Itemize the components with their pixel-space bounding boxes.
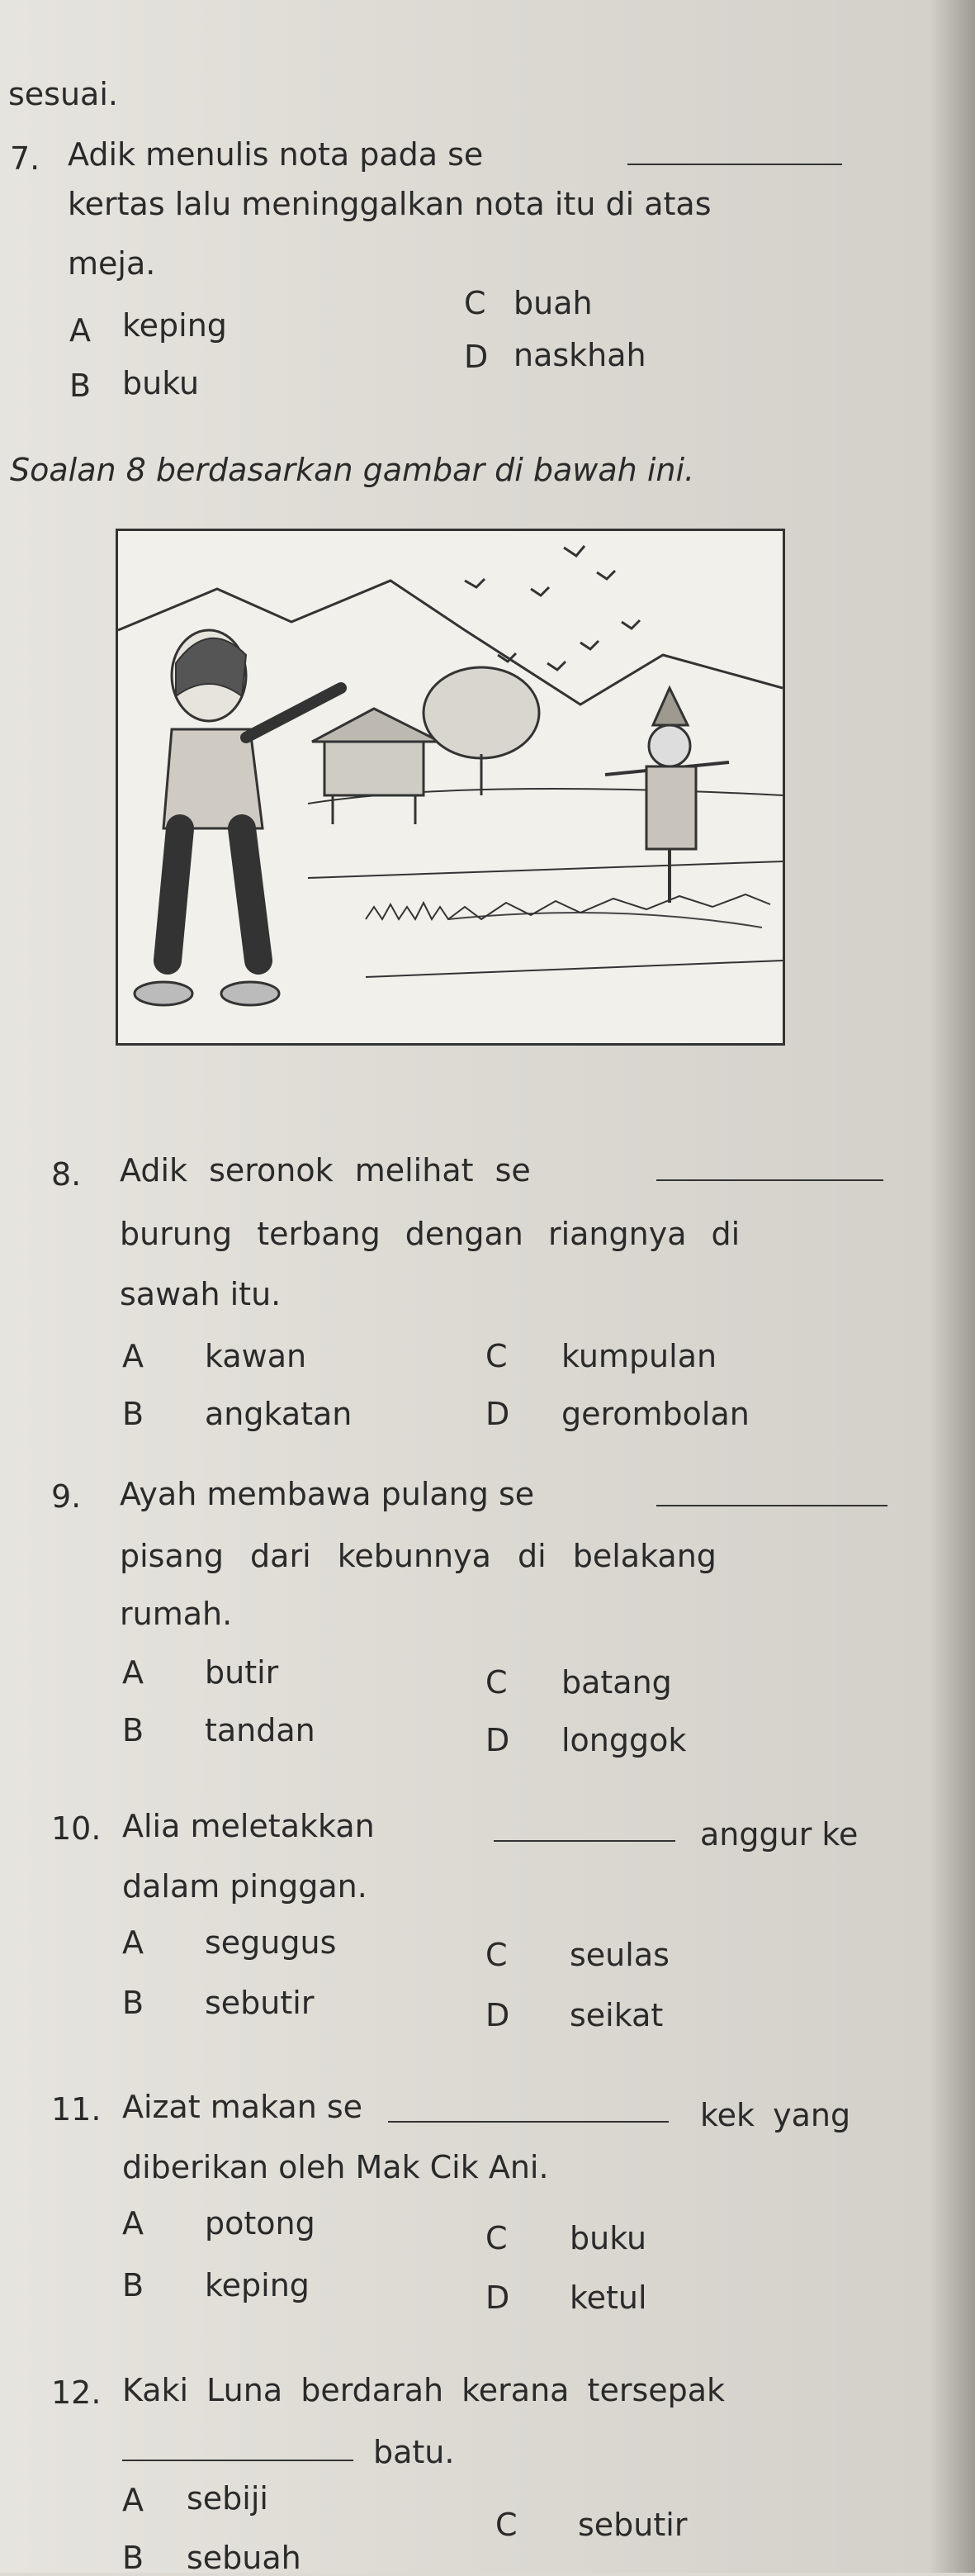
option-letter: B — [122, 1985, 144, 2021]
option-text: keping — [205, 2267, 310, 2303]
question-number: 10. — [51, 1810, 102, 1847]
question-text: Adik seronok melihat se — [120, 1152, 531, 1188]
question-text: kek yang — [700, 2097, 851, 2133]
option-letter: A — [122, 1338, 144, 1374]
option-letter: A — [69, 312, 91, 349]
option-letter: B — [122, 1396, 144, 1432]
option-letter: B — [69, 368, 92, 404]
option-letter: A — [122, 2205, 144, 2242]
question-text: burung terbang dengan riangnya di — [120, 1216, 741, 1252]
option-text: ketul — [570, 2279, 647, 2316]
option-letter: D — [485, 1722, 510, 1758]
question-text: Kaki Luna berdarah kerana tersepak — [122, 2372, 726, 2408]
option-text: seulas — [570, 1937, 670, 1973]
figure-instruction: Soalan 8 berdasarkan gambar di bawah ini. — [10, 452, 695, 488]
question-illustration — [116, 529, 785, 1046]
option-text: angkatan — [205, 1396, 353, 1432]
option-text: buku — [570, 2220, 647, 2256]
question-text: Adik menulis nota pada se — [68, 136, 484, 173]
option-letter: B — [122, 2267, 144, 2303]
option-text: buku — [122, 365, 200, 401]
question-number: 8. — [51, 1156, 82, 1193]
question-text: anggur ke — [700, 1816, 859, 1853]
question-text: Alia meletakkan — [122, 1808, 375, 1844]
question-text: dalam pinggan. — [122, 1868, 367, 1905]
option-letter: C — [495, 2507, 518, 2543]
answer-blank — [656, 1505, 887, 1506]
answer-blank — [627, 164, 842, 165]
option-text: keping — [122, 307, 227, 344]
option-letter: B — [122, 2540, 144, 2576]
option-text: longgok — [561, 1722, 687, 1758]
option-letter: C — [485, 1664, 508, 1701]
field-scene-illustration — [118, 531, 783, 1043]
page-edge-shadow — [930, 0, 975, 2573]
option-letter: B — [122, 1712, 144, 1748]
option-text: sebuah — [187, 2540, 301, 2576]
question-text: kertas lalu meninggalkan nota itu di atas — [68, 186, 712, 222]
option-text: buah — [514, 285, 593, 321]
option-letter: A — [122, 1654, 144, 1691]
option-text: gerombolan — [561, 1396, 750, 1432]
question-text: Ayah membawa pulang se — [120, 1476, 535, 1512]
option-text: seikat — [570, 1997, 664, 2033]
option-letter: D — [464, 339, 489, 375]
question-text: Aizat makan se — [122, 2089, 363, 2125]
answer-blank — [656, 1179, 883, 1181]
option-text: sebiji — [187, 2480, 268, 2517]
option-text: butir — [205, 1654, 279, 1691]
question-text: sawah itu. — [120, 1276, 282, 1312]
option-text: tandan — [205, 1712, 315, 1748]
option-letter: C — [485, 1338, 508, 1374]
option-letter: A — [122, 2482, 144, 2518]
question-number: 9. — [51, 1478, 82, 1515]
option-letter: C — [485, 2220, 508, 2256]
option-text: segugus — [205, 1924, 337, 1961]
question-text: pisang dari kebunnya di belakang — [120, 1538, 717, 1574]
question-text: meja. — [68, 245, 156, 282]
option-text: sebutir — [205, 1985, 315, 2021]
answer-blank — [388, 2121, 669, 2123]
continuation-text: sesuai. — [8, 76, 118, 112]
option-text: potong — [205, 2205, 315, 2242]
option-letter: D — [485, 1396, 510, 1432]
question-number: 12. — [51, 2374, 102, 2411]
question-number: 7. — [10, 140, 40, 177]
option-letter: A — [122, 1924, 144, 1961]
question-text: diberikan oleh Mak Cik Ani. — [122, 2149, 549, 2185]
question-number: 11. — [51, 2091, 102, 2128]
option-letter: D — [485, 1997, 510, 2033]
option-text: batang — [561, 1664, 672, 1701]
option-letter: C — [485, 1937, 508, 1973]
option-text: naskhah — [514, 337, 646, 373]
option-letter: D — [485, 2279, 510, 2316]
answer-blank — [494, 1840, 675, 1842]
option-text: sebutir — [578, 2507, 688, 2543]
answer-blank — [122, 2460, 353, 2461]
question-text: batu. — [373, 2434, 455, 2470]
option-text: kawan — [205, 1338, 307, 1374]
option-text: kumpulan — [561, 1338, 717, 1374]
question-text: rumah. — [120, 1596, 233, 1632]
option-letter: C — [464, 285, 486, 321]
